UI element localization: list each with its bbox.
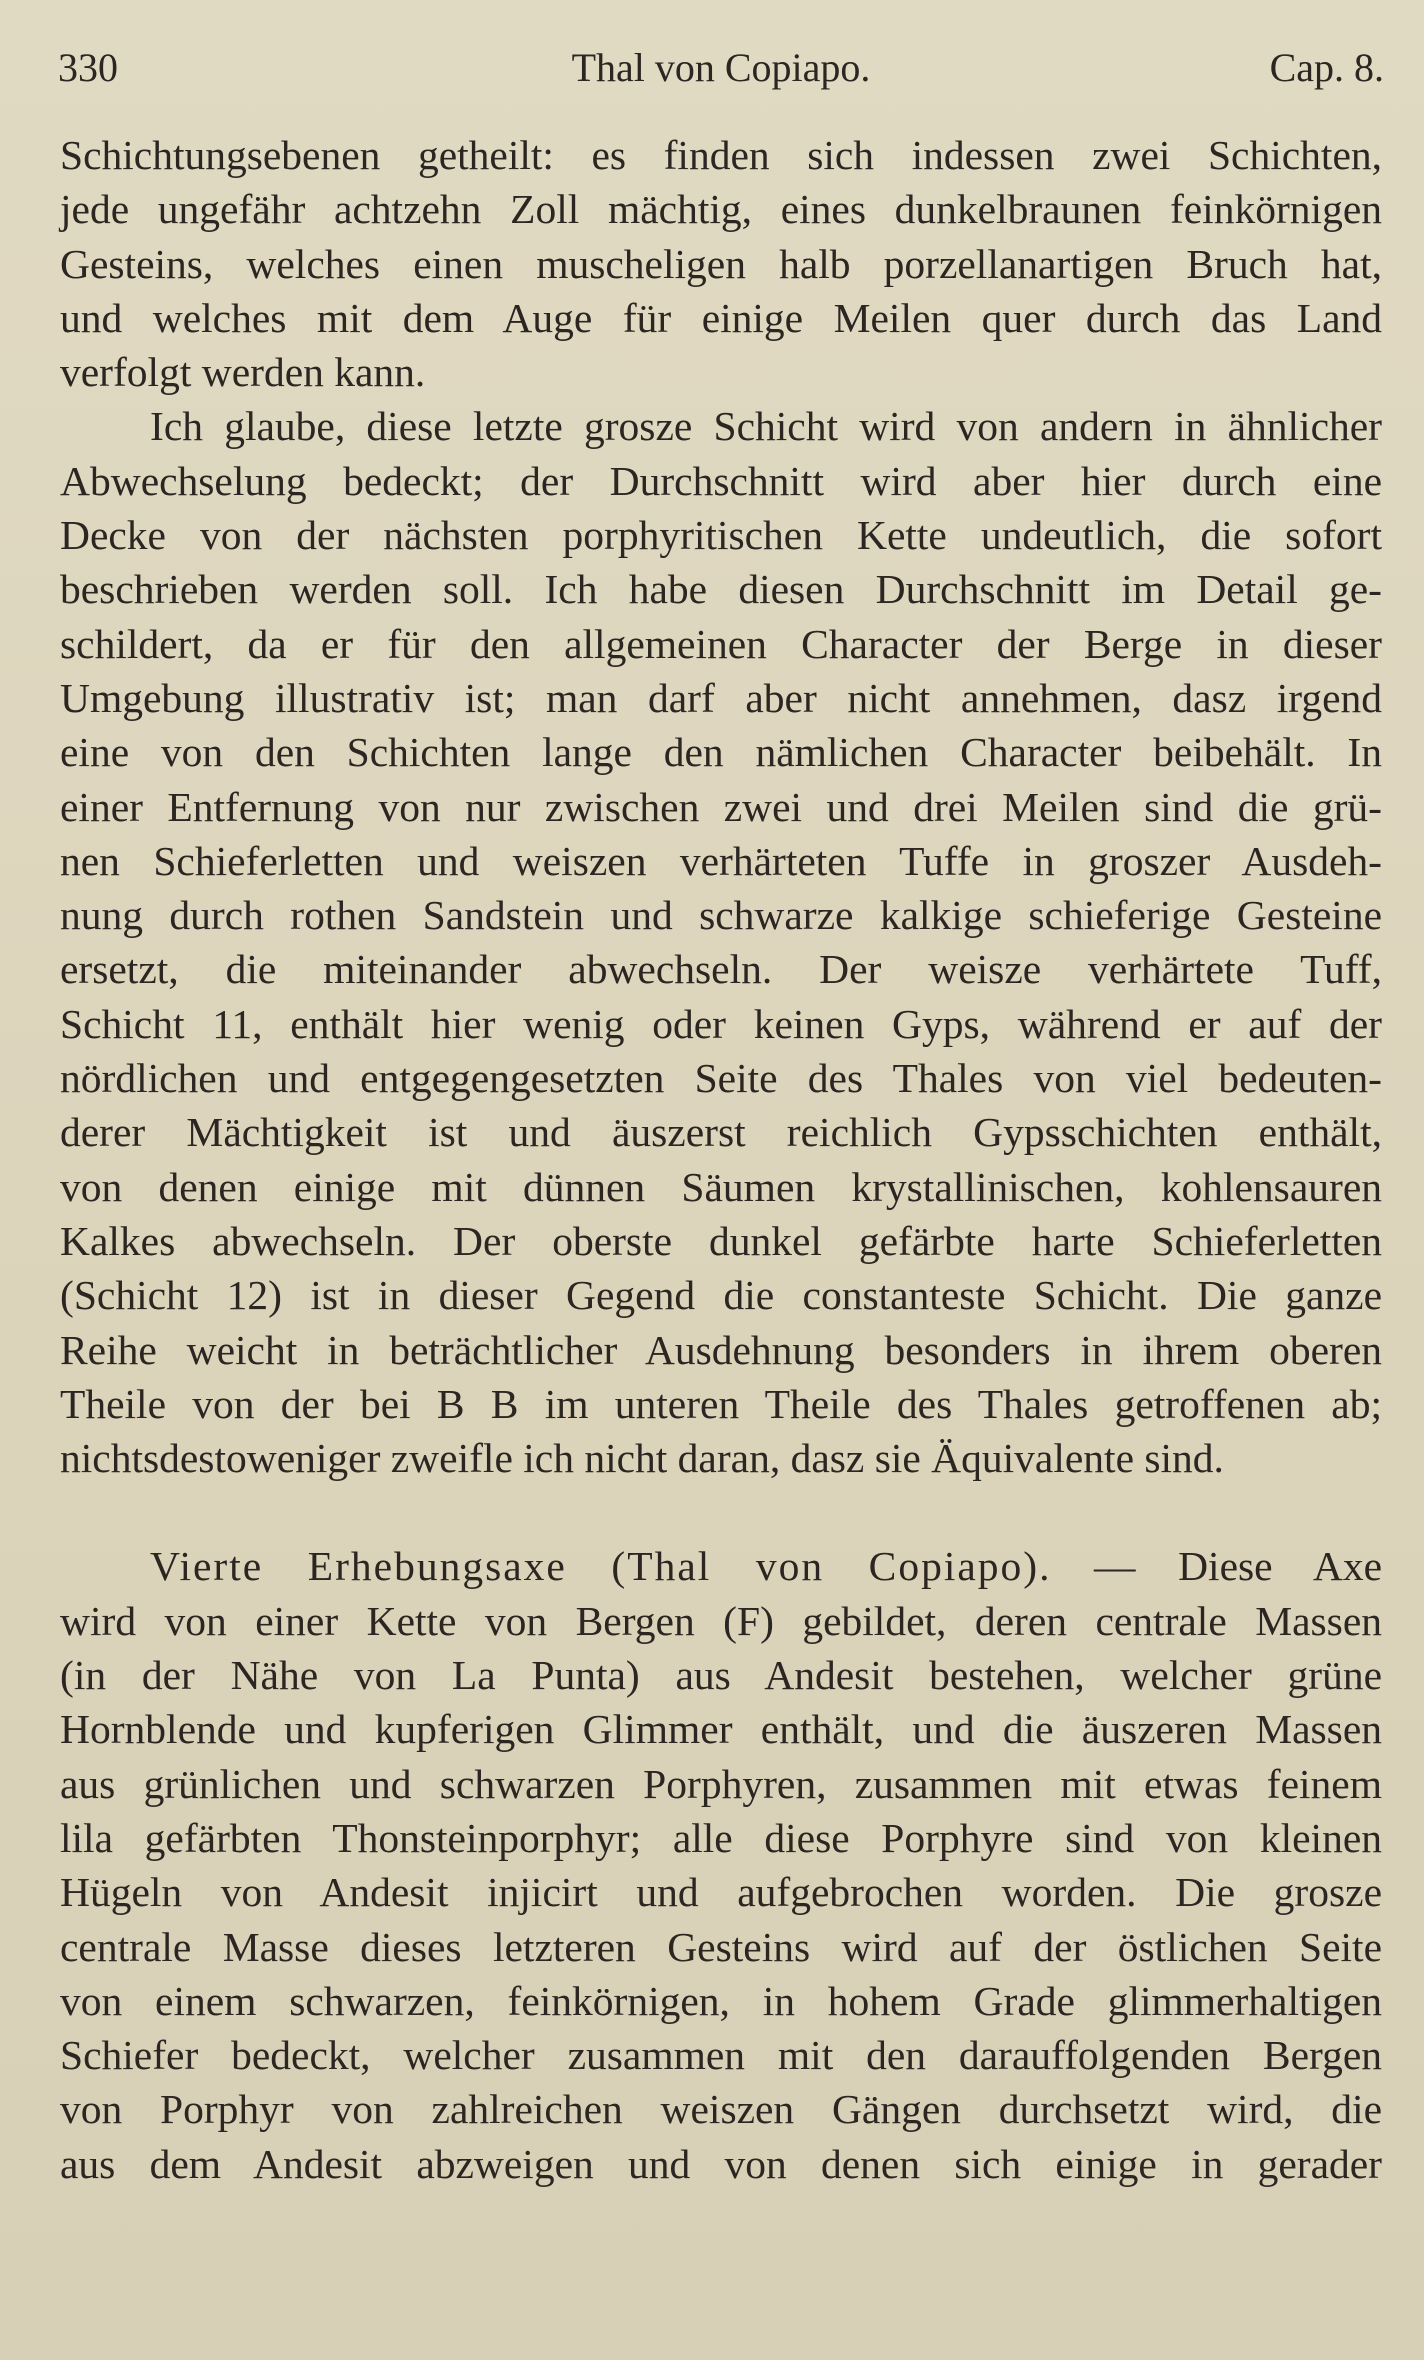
text-line: schildert, da er für den allgemeinen Character der Berge in dieser	[60, 620, 1382, 667]
text-line: derer Mächtigkeit ist und äuszerst reichlich Gypsschichten enthält,	[60, 1109, 1382, 1156]
paragraph	[60, 1539, 1382, 2191]
section-heading-line	[60, 1539, 1382, 1593]
body-text	[60, 128, 1382, 2191]
running-header	[58, 38, 1384, 98]
text-line: Abwechselung bedeckt; der Durchschnitt wird aber hier durch eine	[60, 457, 1382, 504]
text-line: Umgebung illustrativ ist; man darf aber nicht annehmen, dasz irgend	[60, 674, 1382, 721]
text-line: von Porphyr von zahlreichen weiszen Gängen durchsetzt wird, die	[60, 2086, 1382, 2133]
paragraph	[60, 399, 1382, 1485]
running-title: Thal von Copiapo.	[571, 45, 871, 90]
text-line: ersetzt, die miteinander abwechseln. Der weisze verhärtete Tuff,	[60, 946, 1382, 993]
section-heading-rest: — Diese Axe	[1051, 1543, 1382, 1590]
text-line: lila gefärbten Thonsteinporphyr; alle diese Porphyre sind von kleinen	[60, 1814, 1382, 1861]
text-line: Hügeln von Andesit injicirt und aufgebrochen worden. Die grosze	[60, 1869, 1382, 1916]
text-line: nen Schieferletten und weiszen verhärteten Tuffe in groszer Ausdeh-	[60, 837, 1382, 884]
text-line: Hornblende und kupferigen Glimmer enthält, und die äuszeren Massen	[60, 1706, 1382, 1753]
text-line: beschrieben werden soll. Ich habe diesen Durchschnitt im Detail ge-	[60, 566, 1382, 613]
text-line: Gesteins, welches einen muscheligen halb porzellanartigen Bruch hat,	[60, 240, 1382, 287]
text-line: jede ungefähr achtzehn Zoll mächtig, eines dunkelbraunen feinkörnigen	[60, 186, 1382, 233]
text-line: von denen einige mit dünnen Säumen krystallinischen, kohlensauren	[60, 1163, 1382, 1210]
text-line: Ich glaube, diese letzte grosze Schicht wird von andern in ähnlicher	[150, 403, 1382, 450]
chapter-label: Cap. 8.	[1269, 45, 1384, 90]
text-line: aus dem Andesit abzweigen und von denen sich einige in gerader	[60, 2140, 1382, 2187]
text-line: einer Entfernung von nur zwischen zwei und drei Meilen sind die grü-	[60, 783, 1382, 830]
paragraph	[60, 128, 1382, 399]
text-line: (in der Nähe von La Punta) aus Andesit bestehen, welcher grüne	[60, 1652, 1382, 1699]
text-line: Schichtungsebenen getheilt: es finden sich indessen zwei Schichten,	[60, 132, 1382, 178]
text-line: eine von den Schichten lange den nämlichen Character beibehält. In	[60, 729, 1382, 776]
text-line: verfolgt werden kann.	[60, 349, 426, 396]
text-line: (Schicht 12) ist in dieser Gegend die constanteste Schicht. Die ganze	[60, 1272, 1382, 1319]
text-line: Reihe weicht in beträchtlicher Ausdehnung besonders in ihrem oberen	[60, 1326, 1382, 1373]
page-number: 330	[58, 45, 118, 90]
text-line: nördlichen und entgegengesetzten Seite des Thales von viel bedeuten-	[60, 1055, 1382, 1102]
text-line: nung durch rothen Sandstein und schwarze kalkige schieferige Gesteine	[60, 892, 1382, 939]
text-line: wird von einer Kette von Bergen (F) gebildet, deren centrale Massen	[60, 1597, 1382, 1644]
section-heading: Vierte Erhebungsaxe (Thal von Copiapo).	[150, 1543, 1052, 1590]
text-line: und welches mit dem Auge für einige Meilen quer durch das Land	[60, 294, 1382, 341]
text-line: aus grünlichen und schwarzen Porphyren, zusammen mit etwas feinem	[60, 1760, 1382, 1807]
text-line: Schiefer bedeckt, welcher zusammen mit den darauffolgenden Bergen	[60, 2032, 1382, 2079]
text-line: von einem schwarzen, feinkörnigen, in hohem Grade glimmerhaltigen	[60, 1977, 1382, 2024]
text-line: centrale Masse dieses letzteren Gesteins wird auf der östlichen Seite	[60, 1923, 1382, 1970]
text-line: Kalkes abwechseln. Der oberste dunkel gefärbte harte Schieferletten	[60, 1217, 1382, 1264]
text-line: nichtsdestoweniger zweifle ich nicht daran, dasz sie Äquivalente sind.	[60, 1435, 1224, 1482]
text-line: Schicht 11, enthält hier wenig oder keinen Gyps, während er auf der	[60, 1000, 1382, 1047]
section-spacer	[60, 1485, 1382, 1539]
text-line: Decke von der nächsten porphyritischen Kette undeutlich, die sofort	[60, 512, 1382, 559]
text-line: Theile von der bei B B im unteren Theile des Thales getroffenen ab;	[60, 1380, 1382, 1427]
